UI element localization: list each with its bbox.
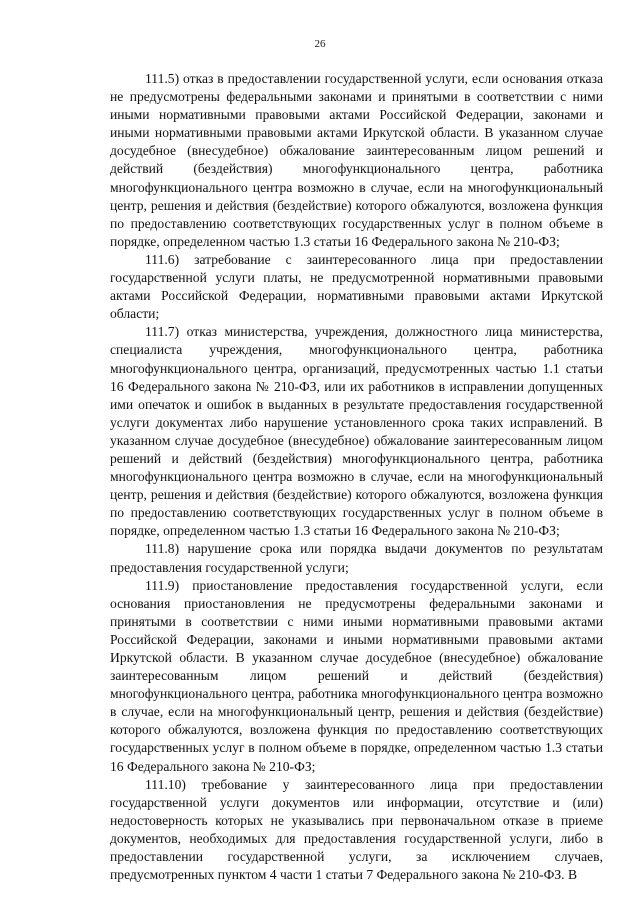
paragraph-111-10: 111.10) требование у заинтересованного лица при предоставлении государственной услуги документов или информации, отсутствие и (или) недостоверность которых не указывались при первоначальном отказе в приеме документов, необходимых для предоставления государственной услуги, либо в предоставлении государственной услуги, за исключением случаев, предусмотренных пунктом 4 части 1 статьи 7 Федерального закона № 210-ФЗ. В bbox=[110, 776, 603, 883]
document-body bbox=[110, 70, 603, 884]
paragraph-111-8: 111.8) нарушение срока или порядка выдачи документов по результатам предоставления государственной услуги; bbox=[110, 541, 603, 575]
paragraph-111-7: 111.7) отказ министерства, учреждения, должностного лица министерства, специалиста учреждения, многофункционального центра, работника многофункционального центра, организаций, предусмотренных частью 1.1 статьи 16 Федерального закона № 210-ФЗ, или их работников в исправлении допущенных ими опечаток и ошибок в выданных в результате предоставления государственной услуги документах либо нарушение установленного срока таких исправлений. В указанном случае досудебное (внесудебное) обжалование заинтересованным лицом решений и действий (бездействия) многофункционального центра, работника многофункционального центра возможно в случае, если на многофункциональный центр, решения и действия (бездействие) которого обжалуются, возложена функция по предоставлению соответствующих государственных услуг в полном объеме в порядке, определенном частью 1.3 статьи 16 Федерального закона № 210-ФЗ; bbox=[110, 324, 603, 539]
paragraph-111-6: 111.6) затребование с заинтересованного лица при предоставлении государственной услуги платы, не предусмотренной нормативными правовыми актами Российской Федерации, нормативными правовыми актами Иркутской области; bbox=[110, 251, 603, 322]
paragraph-111-9: 111.9) приостановление предоставления государственной услуги, если основания приостановления не предусмотрены федеральными законами и принятыми в соответствии с ними иными нормативными правовыми актами Российской Федерации, законами и иными нормативными правовыми актами Иркутской области. В указанном случае досудебное (внесудебное) обжалование заинтересованным лицом решений и действий (бездействия) многофункционального центра, работника многофункционального центра возможно в случае, если на многофункциональный центр, решения и действия (бездействие) которого обжалуются, возложена функция по предоставлению соответствующих государственных услуг в полном объеме в порядке, определенном частью 1.3 статьи 16 Федерального закона № 210-ФЗ; bbox=[110, 577, 603, 774]
paragraph-111-5: 111.5) отказ в предоставлении государственной услуги, если основания отказа не предусмотрены федеральными законами и принятыми в соответствии с ними иными нормативными правовыми актами Российской Федерации, законами и иными нормативными правовыми актами Иркутской области. В указанном случае досудебное (внесудебное) обжалование заинтересованным лицом решений и действий (бездействия) многофункционального центра, работника многофункционального центра возможно в случае, если на многофункциональный центр, решения и действия (бездействие) которого обжалуются, возложена функция по предоставлению соответствующих государственных услуг в полном объеме в порядке, определенном частью 1.3 статьи 16 Федерального закона № 210-ФЗ; bbox=[110, 71, 603, 249]
page-number: 26 bbox=[314, 38, 326, 50]
